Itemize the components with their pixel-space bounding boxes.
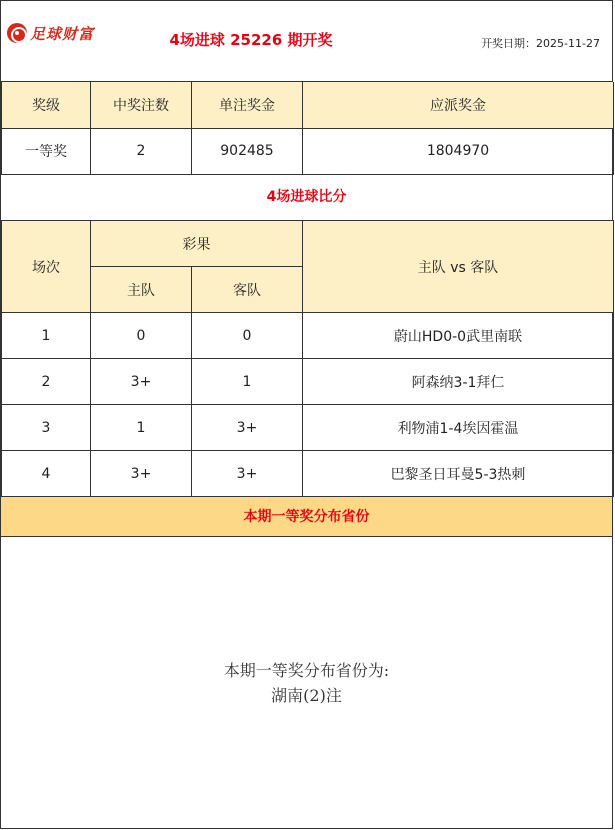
- match-no: 1: [2, 313, 91, 359]
- away-goals: 0: [192, 313, 303, 359]
- col-header-winners: 中奖注数: [91, 82, 192, 128]
- col-header-result: 彩果: [91, 221, 303, 267]
- away-goals: 3+: [192, 405, 303, 451]
- score-section-title: 4场进球比分: [266, 189, 347, 205]
- match-no: 2: [2, 359, 91, 405]
- col-header-home: 主队: [91, 267, 192, 313]
- score-header-row: [2, 221, 614, 267]
- province-distribution: [1, 658, 612, 708]
- matchup: 阿森纳3-1拜仁: [303, 359, 614, 405]
- col-header-total: 应派奖金: [303, 82, 614, 128]
- table-row: [2, 359, 614, 405]
- prize-level: 一等奖: [2, 128, 91, 174]
- away-goals: 3+: [192, 451, 303, 497]
- logo-text: 足球财富: [30, 24, 95, 43]
- home-goals: 3+: [91, 359, 192, 405]
- match-no: 3: [2, 405, 91, 451]
- prize-table: [1, 82, 614, 175]
- home-goals: 1: [91, 405, 192, 451]
- distribution-value: 湖南(2)注: [271, 686, 342, 705]
- col-header-level: 奖级: [2, 82, 91, 128]
- page-title: 4场进球 25226 期开奖: [169, 31, 333, 49]
- col-header-per-bet: 单注奖金: [192, 82, 303, 128]
- matchup: 利物浦1-4埃因霍温: [303, 405, 614, 451]
- distribution-label: 本期一等奖分布省份为:: [223, 661, 390, 680]
- prize-header-row: [2, 82, 614, 128]
- table-row: [2, 313, 614, 359]
- prize-per-bet: 902485: [192, 128, 303, 174]
- table-row: [2, 128, 614, 174]
- soccer-ball-icon: [7, 23, 27, 43]
- col-header-away: 客队: [192, 267, 303, 313]
- home-goals: 3+: [91, 451, 192, 497]
- home-goals: 0: [91, 313, 192, 359]
- col-header-matchup: 主队 vs 客队: [303, 221, 614, 313]
- away-goals: 1: [192, 359, 303, 405]
- matchup: 蔚山HD0-0武里南联: [303, 313, 614, 359]
- score-table: [1, 220, 614, 497]
- col-header-match-no: 场次: [2, 221, 91, 313]
- header: [1, 1, 612, 82]
- prize-winners: 2: [91, 128, 192, 174]
- table-row: [2, 405, 614, 451]
- match-no: 4: [2, 451, 91, 497]
- logo[interactable]: [7, 22, 94, 44]
- matchup: 巴黎圣日耳曼5-3热刺: [303, 451, 614, 497]
- draw-date: 开奖日期：2025-11-27: [481, 37, 600, 50]
- table-row: [2, 451, 614, 497]
- prize-total: 1804970: [303, 128, 614, 174]
- province-section-title: 本期一等奖分布省份: [1, 496, 612, 537]
